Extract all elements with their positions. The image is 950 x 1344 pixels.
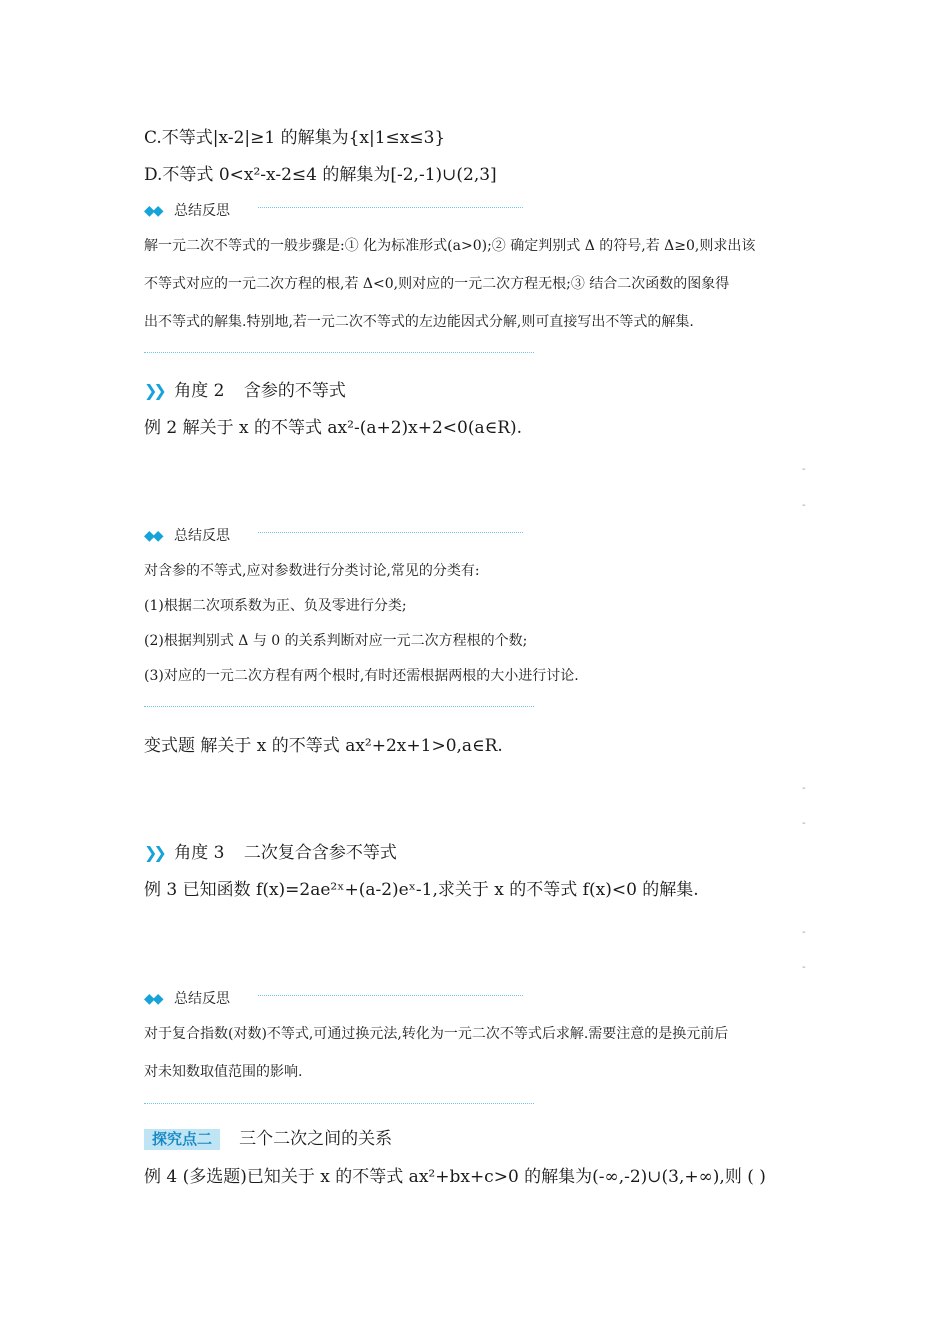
dotted-divider [144, 352, 534, 353]
explore-tag: 探究点二 [144, 1129, 220, 1150]
variant-problem: 变式题 解关于 x 的不等式 ax²+2x+1>0,a∈R. [144, 736, 503, 756]
example-4: 例 4 (多选题)已知关于 x 的不等式 ax²+bx+c>0 的解集为(-∞,-2)∪(3,+∞),则 ( ) [144, 1167, 766, 1187]
reflection-2-line-1: 对含参的不等式,应对参数进行分类讨论,常见的分类有: [144, 563, 480, 579]
reflection-header-2 [144, 528, 230, 545]
angle-2-label: 角度 2 [174, 381, 225, 401]
margin-mark: - [802, 927, 806, 938]
reflection-2-line-4: (3)对应的一元二次方程有两个根时,有时还需根据两根的大小进行讨论. [144, 668, 579, 684]
angle-3-heading [144, 843, 397, 863]
explore-heading [144, 1128, 392, 1149]
double-chevron-icon: ❯❯ [144, 843, 163, 862]
reflection-2-line-3: (2)根据判别式 Δ 与 0 的关系判断对应一元二次方程根的个数; [144, 633, 528, 649]
example-3: 例 3 已知函数 f(x)=2ae²ˣ+(a-2)eˣ-1,求关于 x 的不等式 f(x)<0 的解集. [144, 880, 699, 900]
reflection-title: 总结反思 [174, 991, 230, 1007]
reflection-3-line-1: 对于复合指数(对数)不等式,可通过换元法,转化为一元二次不等式后求解.需要注意的是换元前后 [144, 1026, 729, 1042]
dotted-divider [144, 1103, 534, 1104]
angle-3-label: 角度 3 [174, 843, 225, 863]
reflection-title: 总结反思 [174, 528, 230, 544]
dotted-divider [258, 995, 523, 996]
reflection-1-line-2: 不等式对应的一元二次方程的根,若 Δ<0,则对应的一元二次方程无根;③ 结合二次函数的图象得 [144, 276, 730, 292]
angle-3-title: 二次复合含参不等式 [243, 843, 397, 863]
margin-mark: - [802, 818, 806, 829]
reflection-1-line-1: 解一元二次不等式的一般步骤是:① 化为标准形式(a>0);② 确定判别式 Δ 的符号,若 Δ≥0,则求出该 [144, 238, 756, 254]
reflection-header-1 [144, 203, 230, 220]
reflection-title: 总结反思 [174, 203, 230, 219]
example-2: 例 2 解关于 x 的不等式 ax²-(a+2)x+2<0(a∈R). [144, 418, 523, 438]
reflection-2-line-2: (1)根据二次项系数为正、负及零进行分类; [144, 598, 407, 614]
reflection-3-line-2: 对未知数取值范围的影响. [144, 1064, 303, 1080]
explore-title: 三个二次之间的关系 [239, 1129, 393, 1149]
margin-mark: - [802, 500, 806, 511]
double-diamond-icon: ◆◆ [144, 991, 162, 1007]
margin-mark: - [802, 464, 806, 475]
option-c: C.不等式|x-2|≥1 的解集为{x|1≤x≤3} [144, 128, 446, 148]
dotted-divider [258, 207, 523, 208]
reflection-header-3 [144, 991, 230, 1008]
reflection-1-line-3: 出不等式的解集.特别地,若一元二次不等式的左边能因式分解,则可直接写出不等式的解集. [144, 314, 694, 330]
margin-mark: - [802, 783, 806, 794]
double-chevron-icon: ❯❯ [144, 381, 163, 400]
margin-mark: - [802, 962, 806, 973]
double-diamond-icon: ◆◆ [144, 203, 162, 219]
angle-2-title: 含参的不等式 [243, 381, 346, 401]
dotted-divider [144, 706, 534, 707]
angle-2-heading [144, 381, 346, 401]
dotted-divider [258, 532, 523, 533]
double-diamond-icon: ◆◆ [144, 528, 162, 544]
option-d: D.不等式 0<x²-x-2≤4 的解集为[-2,-1)∪(2,3] [144, 165, 497, 185]
